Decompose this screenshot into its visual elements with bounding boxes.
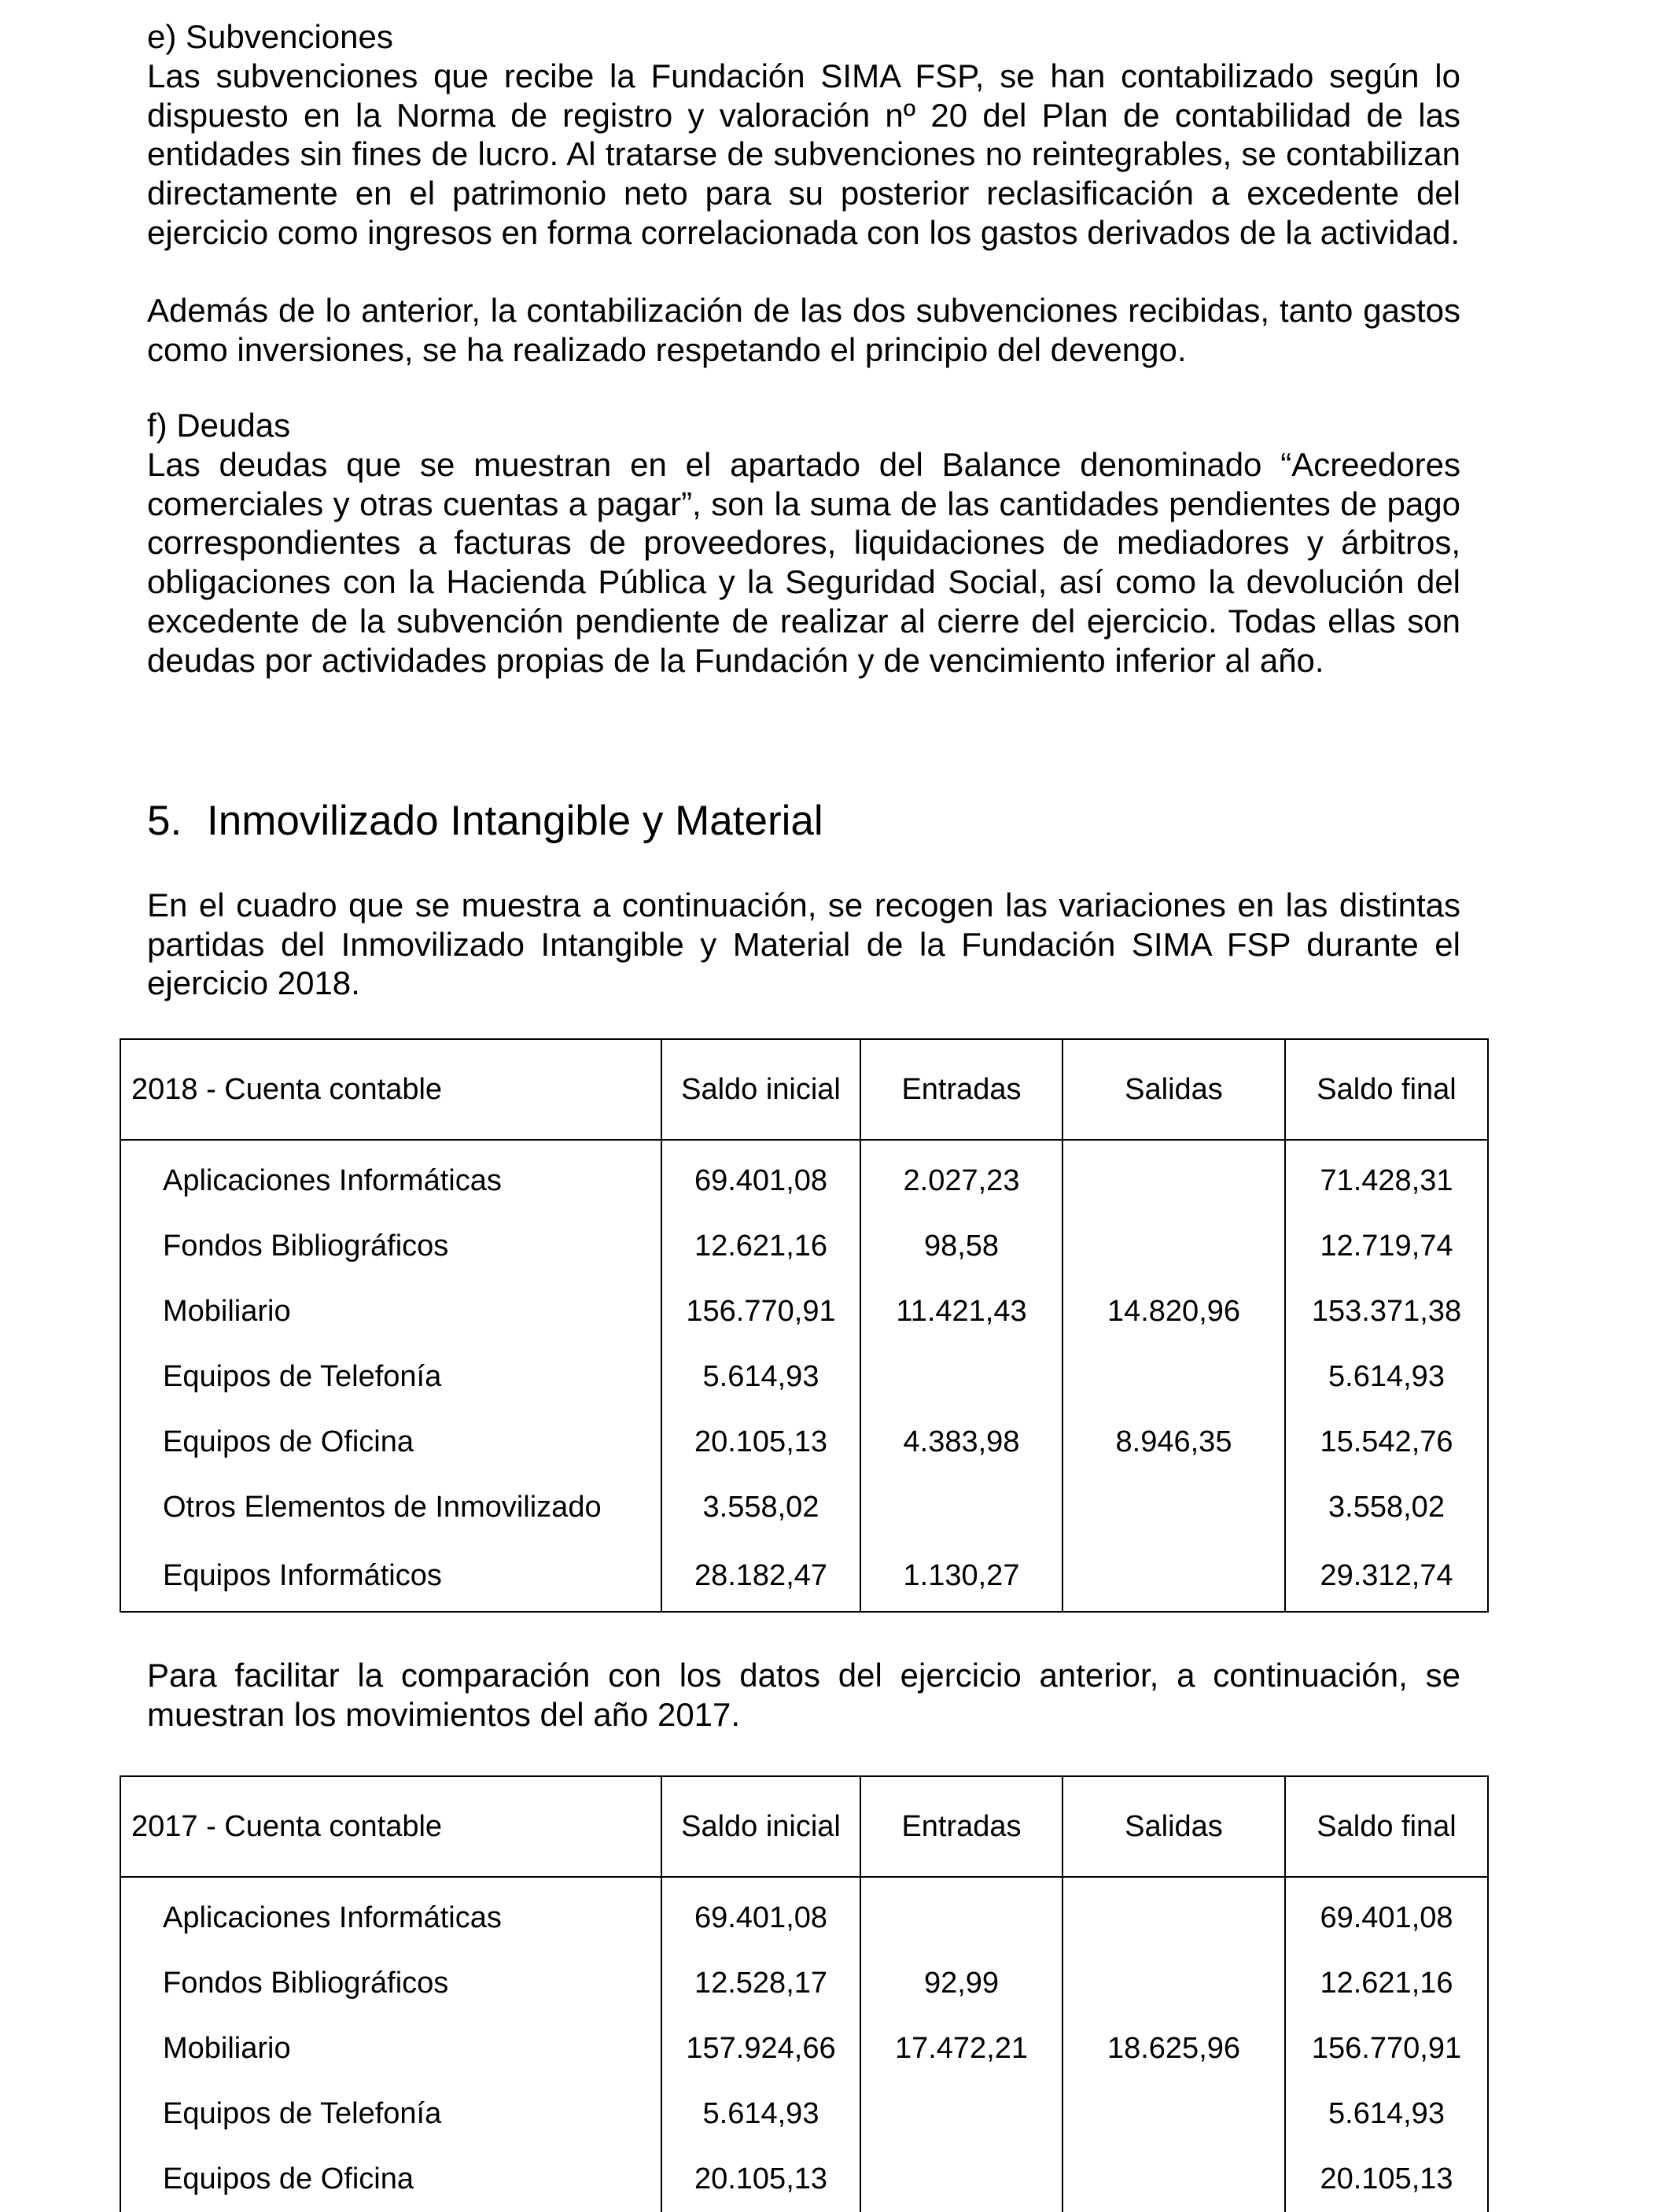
section-f-paragraph: Las deudas que se muestran en el apartado del Balance denominado “Acreedores comerciales y otras cuentas a pagar”, son la suma de las cantidades pendientes de pago correspondientes a facturas de proveedores, liquidaciones de mediadores y árbitros, obligaciones con la Hacienda Pública y la Seguridad Social, así como la devolución del excedente de la subvención pendiente de realizar al cierre del ejercicio. Todas ellas son deudas por actividades propias de la Fundación y de vencimiento inferior al año. — [147, 446, 1460, 679]
table-2018 — [120, 1038, 1489, 1613]
table-row — [120, 1951, 1488, 2016]
table-2018-header-saldo-inicial: Saldo inicial — [661, 1039, 860, 1140]
table-cell-account: Equipos de Oficina — [120, 1410, 661, 1475]
table-cell-entradas: 11.421,43 — [860, 1279, 1062, 1344]
table-cell-saldo-inicial: 12.528,17 — [661, 1951, 860, 2016]
table-2018-header-saldo-final: Saldo final — [1285, 1039, 1488, 1140]
table-cell-salidas — [1062, 1877, 1285, 1951]
table-2018-header-account: 2018 - Cuenta contable — [120, 1039, 661, 1140]
table-cell-saldo-inicial: 5.614,93 — [661, 2081, 860, 2147]
table-2018-header-salidas: Salidas — [1062, 1039, 1285, 1140]
table-cell-saldo-inicial: 69.401,08 — [661, 1877, 860, 1951]
table-cell-account: Fondos Bibliográficos — [120, 1951, 661, 2016]
table-cell-saldo-final: 12.719,74 — [1285, 1214, 1488, 1279]
table-cell-saldo-final: 69.401,08 — [1285, 1877, 1488, 1951]
table-row — [120, 2016, 1488, 2081]
table-cell-salidas: 8.946,35 — [1062, 1410, 1285, 1475]
section-5-heading — [147, 798, 1460, 845]
table-cell-entradas: 2.027,23 — [860, 1140, 1062, 1214]
table-cell-salidas — [1062, 1475, 1285, 1540]
table-cell-account: Mobiliario — [120, 2016, 661, 2081]
table-cell-saldo-final: 20.105,13 — [1285, 2147, 1488, 2212]
table-cell-salidas — [1062, 1951, 1285, 2016]
table-cell-entradas: 17.472,21 — [860, 2016, 1062, 2081]
table-cell-saldo-inicial: 20.105,13 — [661, 2147, 860, 2212]
table-cell-entradas — [860, 2081, 1062, 2147]
table-cell-salidas — [1062, 1214, 1285, 1279]
table-2017-header-salidas: Salidas — [1062, 1776, 1285, 1877]
table-row — [120, 1344, 1488, 1410]
section-5-title: Inmovilizado Intangible y Material — [207, 798, 823, 844]
table-cell-account: Equipos de Telefonía — [120, 2081, 661, 2147]
table-cell-saldo-final: 156.770,91 — [1285, 2016, 1488, 2081]
table-cell-saldo-final: 5.614,93 — [1285, 1344, 1488, 1410]
table-2017-header-entradas: Entradas — [860, 1776, 1062, 1877]
table-2017-header-account: 2017 - Cuenta contable — [120, 1776, 661, 1877]
table-row — [120, 1877, 1488, 1951]
section-5-number: 5. — [147, 798, 182, 844]
section-f-heading: f) Deudas — [147, 407, 291, 444]
table-cell-salidas — [1062, 1140, 1285, 1214]
table-2018-header-row — [120, 1039, 1488, 1140]
table-cell-entradas — [860, 1344, 1062, 1410]
table-cell-account: Mobiliario — [120, 1279, 661, 1344]
table-cell-account: Equipos Informáticos — [120, 1540, 661, 1612]
table-cell-entradas — [860, 2147, 1062, 2212]
table-cell-saldo-final: 15.542,76 — [1285, 1410, 1488, 1475]
table-cell-salidas — [1062, 2081, 1285, 2147]
section-e-paragraph-2: Además de lo anterior, la contabilización de las dos subvenciones recibidas, tanto gastos como inversiones, se ha realizado respetando el principio del devengo. — [147, 292, 1460, 368]
table-row — [120, 1475, 1488, 1540]
table-2017-header-saldo-final: Saldo final — [1285, 1776, 1488, 1877]
table-cell-saldo-inicial: 157.924,66 — [661, 2016, 860, 2081]
table-cell-saldo-final: 29.312,74 — [1285, 1540, 1488, 1612]
section-5-intro: En el cuadro que se muestra a continuación, se recogen las variaciones en las distintas partidas del Inmovilizado Intangible y Material de la Fundación SIMA FSP durante el ejercicio 2018. — [147, 887, 1460, 1002]
table-row — [120, 1540, 1488, 1612]
table-cell-saldo-inicial: 156.770,91 — [661, 1279, 860, 1344]
section-e-heading: e) Subvenciones — [147, 18, 393, 55]
table-cell-saldo-inicial: 20.105,13 — [661, 1410, 860, 1475]
table-cell-salidas: 18.625,96 — [1062, 2016, 1285, 2081]
table-2017 — [120, 1775, 1489, 2212]
table-cell-saldo-final: 71.428,31 — [1285, 1140, 1488, 1214]
table-cell-saldo-inicial: 69.401,08 — [661, 1140, 860, 1214]
table-cell-saldo-inicial: 12.621,16 — [661, 1214, 860, 1279]
table-2017-header-row — [120, 1776, 1488, 1877]
table-cell-account: Fondos Bibliográficos — [120, 1214, 661, 1279]
table-cell-saldo-inicial: 3.558,02 — [661, 1475, 860, 1540]
table-row — [120, 1279, 1488, 1344]
table-cell-entradas: 1.130,27 — [860, 1540, 1062, 1612]
table-row — [120, 1410, 1488, 1475]
table-cell-saldo-final: 12.621,16 — [1285, 1951, 1488, 2016]
table-row — [120, 1140, 1488, 1214]
table-cell-salidas — [1062, 1540, 1285, 1612]
table-2018-header-entradas: Entradas — [860, 1039, 1062, 1140]
table-row — [120, 2081, 1488, 2147]
table-2017-header-saldo-inicial: Saldo inicial — [661, 1776, 860, 1877]
table-cell-account: Aplicaciones Informáticas — [120, 1140, 661, 1214]
table-cell-account: Equipos de Oficina — [120, 2147, 661, 2212]
table-cell-entradas: 92,99 — [860, 1951, 1062, 2016]
table-row — [120, 2147, 1488, 2212]
table-cell-account: Equipos de Telefonía — [120, 1344, 661, 1410]
table-cell-saldo-inicial: 28.182,47 — [661, 1540, 860, 1612]
table-cell-salidas — [1062, 1344, 1285, 1410]
table-cell-salidas: 14.820,96 — [1062, 1279, 1285, 1344]
table-cell-saldo-final: 3.558,02 — [1285, 1475, 1488, 1540]
comparison-paragraph: Para facilitar la comparación con los datos del ejercicio anterior, a continuación, se muestran los movimientos del año 2017. — [147, 1657, 1460, 1733]
section-e-paragraph-1: Las subvenciones que recibe la Fundación SIMA FSP, se han contabilizado según lo dispuesto en la Norma de registro y valoración nº 20 del Plan de contabilidad de las entidades sin fines de lucro. Al tratarse de subvenciones no reintegrables, se contabilizan directamente en el patrimonio neto para su posterior reclasificación a excedente del ejercicio como ingresos en forma correlacionada con los gastos derivados de la actividad. — [147, 57, 1460, 251]
table-cell-saldo-final: 5.614,93 — [1285, 2081, 1488, 2147]
table-cell-saldo-inicial: 5.614,93 — [661, 1344, 860, 1410]
table-cell-entradas: 98,58 — [860, 1214, 1062, 1279]
table-cell-account: Otros Elementos de Inmovilizado — [120, 1475, 661, 1540]
table-cell-entradas — [860, 1475, 1062, 1540]
table-cell-entradas: 4.383,98 — [860, 1410, 1062, 1475]
table-cell-saldo-final: 153.371,38 — [1285, 1279, 1488, 1344]
table-row — [120, 1214, 1488, 1279]
table-cell-account: Aplicaciones Informáticas — [120, 1877, 661, 1951]
table-cell-entradas — [860, 1877, 1062, 1951]
table-cell-salidas — [1062, 2147, 1285, 2212]
